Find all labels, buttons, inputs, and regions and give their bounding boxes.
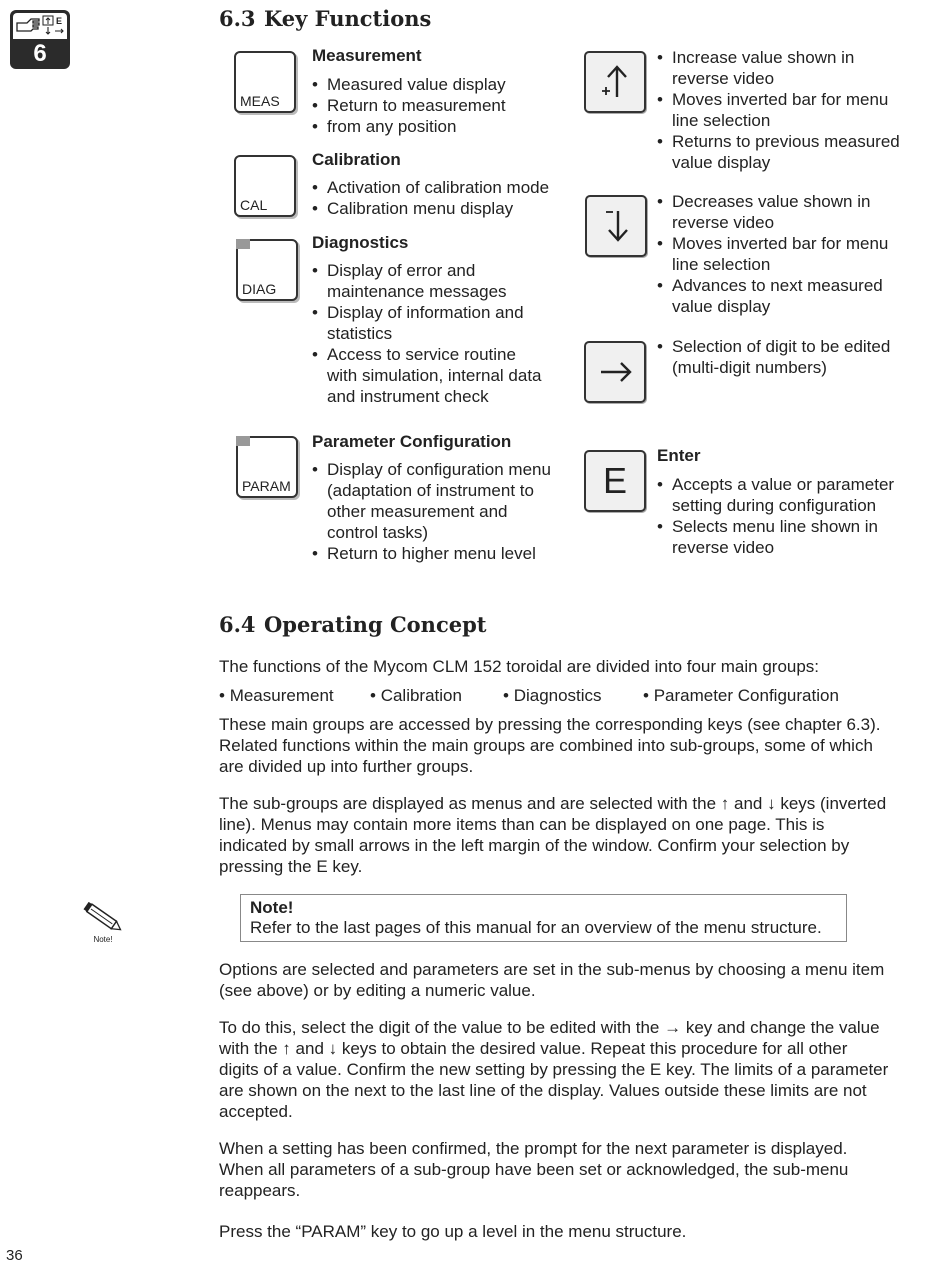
note-pencil-icon <box>80 902 126 948</box>
list-item-continuation: with simulation, internal data <box>327 366 542 385</box>
list-item: • Display of error and <box>312 260 542 281</box>
list-item: • Display of information and <box>312 302 542 323</box>
text-line: Related functions within the main groups are combined into sub-groups, some of which <box>219 736 873 755</box>
list-item: • Calibration menu display <box>312 198 549 219</box>
calibration-bullets <box>312 177 549 219</box>
down-key[interactable] <box>585 195 647 257</box>
section-title: Key Functions <box>264 6 432 31</box>
list-item: • Accepts a value or parameter <box>657 474 894 495</box>
chapter-number: 6 <box>33 40 47 67</box>
group-item: • Parameter Configuration <box>643 686 839 705</box>
text-line: with the ↑ and ↓ keys to obtain the desired value. Repeat this procedure for all other <box>219 1039 848 1058</box>
parameter-configuration-bullets <box>312 459 551 564</box>
list-item: • Decreases value shown in <box>657 191 888 212</box>
calibration-heading: Calibration <box>312 150 401 169</box>
down-key-bullets <box>657 191 888 317</box>
right-key[interactable] <box>584 341 646 403</box>
group-item: • Measurement <box>219 686 334 705</box>
list-item: • Display of configuration menu <box>312 459 551 480</box>
text-line: digits of a value. Confirm the new setting by pressing the E key. The limits of a parameter <box>219 1060 889 1079</box>
chapter-tab <box>10 10 70 69</box>
enter-key-label: E <box>602 460 627 501</box>
led-indicator <box>236 436 250 446</box>
text-line: These main groups are accessed by pressing the corresponding keys (see chapter 6.3). <box>219 715 881 734</box>
list-item-continuation: (adaptation of instrument to <box>327 481 534 500</box>
list-item: • Return to higher menu level <box>312 543 551 564</box>
group-item: • Calibration <box>370 686 462 705</box>
up-key-bullets <box>657 47 900 173</box>
paragraph-6: Press the “PARAM” key to go up a level in the menu structure. <box>219 1222 687 1241</box>
measurement-bullets <box>312 74 506 137</box>
list-item: • Measured value display <box>312 74 506 95</box>
svg-text:E: E <box>56 16 63 26</box>
diagnostics-bullets <box>312 260 542 407</box>
list-item: • Selection of digit to be edited <box>657 336 890 357</box>
list-item-continuation: value display <box>672 153 771 172</box>
list-item-continuation: line selection <box>672 255 771 274</box>
enter-bullets <box>657 474 894 558</box>
list-item-continuation: reverse video <box>672 538 775 557</box>
up-key[interactable] <box>584 51 646 113</box>
enter-key[interactable] <box>584 450 646 512</box>
param-key[interactable] <box>236 436 298 498</box>
list-item: • Moves inverted bar for menu <box>657 89 900 110</box>
note-text: Refer to the last pages of this manual for an overview of the menu structure. <box>250 918 822 937</box>
text-line: line). Menus may contain more items than can be displayed on one page. This is <box>219 815 825 834</box>
group-item: • Diagnostics <box>503 686 602 705</box>
key-symbols-icon <box>13 13 67 39</box>
list-item-continuation: • from any position <box>312 116 506 137</box>
list-item: • Return to measurement <box>312 95 506 116</box>
list-item-continuation: reverse video <box>672 213 775 232</box>
list-item: • Advances to next measured <box>657 275 888 296</box>
text-line: pressing the E key. <box>219 857 363 876</box>
cal-key-label: CAL <box>240 197 268 213</box>
meas-key-label: MEAS <box>240 93 280 109</box>
list-item-continuation: setting during configuration <box>672 496 877 515</box>
enter-heading: Enter <box>657 446 701 465</box>
up-arrow-plus-icon <box>586 53 644 111</box>
note-heading: Note! <box>250 898 294 917</box>
text-line: Options are selected and parameters are set in the sub-menus by choosing a menu item <box>219 960 885 979</box>
list-item-continuation: value display <box>672 297 771 316</box>
paragraph-5 <box>219 1138 848 1201</box>
list-item-continuation: reverse video <box>672 69 775 88</box>
paragraph-3 <box>219 959 884 1001</box>
cal-key[interactable] <box>234 155 296 217</box>
list-item: • Access to service routine <box>312 344 542 365</box>
text-line: When a setting has been confirmed, the prompt for the next parameter is displayed. <box>219 1139 848 1158</box>
text-line: accepted. <box>219 1102 293 1121</box>
note-icon-label: Note! <box>93 935 113 944</box>
led-indicator <box>236 239 250 249</box>
list-item-continuation: and instrument check <box>327 387 489 406</box>
section-number: 6.4 <box>219 612 256 637</box>
list-item: • Activation of calibration mode <box>312 177 549 198</box>
right-key-bullets <box>657 336 890 378</box>
text-line: are shown on the next to the last line of the display. Values outside these limits are not <box>219 1081 867 1100</box>
intro-paragraph: The functions of the Mycom CLM 152 toroidal are divided into four main groups: <box>219 657 820 676</box>
section-6-4-heading <box>219 612 486 637</box>
page-number: 36 <box>6 1247 23 1264</box>
text-line: reappears. <box>219 1181 301 1200</box>
down-arrow-minus-icon <box>587 197 645 255</box>
note-box <box>240 894 847 942</box>
list-item: • Increase value shown in <box>657 47 900 68</box>
section-number: 6.3 <box>219 6 256 31</box>
meas-key[interactable] <box>234 51 296 113</box>
measurement-heading: Measurement <box>312 46 422 65</box>
list-item-continuation: statistics <box>327 324 393 343</box>
param-key-label: PARAM <box>242 478 291 494</box>
diag-key[interactable] <box>236 239 298 301</box>
text-line: (see above) or by editing a numeric value. <box>219 981 536 1000</box>
paragraph-1 <box>219 714 880 777</box>
text-line: To do this, select the digit of the value to be edited with the → key and change the value <box>219 1018 880 1037</box>
list-item: • Returns to previous measured <box>657 131 900 152</box>
list-item-continuation: line selection <box>672 111 771 130</box>
list-item-continuation: control tasks) <box>327 523 429 542</box>
diag-key-label: DIAG <box>242 281 277 297</box>
section-title: Operating Concept <box>264 612 487 637</box>
parameter-configuration-heading: Parameter Configuration <box>312 432 512 451</box>
section-6-3-heading <box>219 6 431 31</box>
list-item-continuation: other measurement and <box>327 502 508 521</box>
list-item-continuation: (multi-digit numbers) <box>672 358 827 377</box>
list-item-continuation: maintenance messages <box>327 282 507 301</box>
paragraph-4 <box>219 1017 888 1122</box>
text-line: The sub-groups are displayed as menus and are selected with the ↑ and ↓ keys (inverted <box>219 794 887 813</box>
text-line: indicated by small arrows in the left margin of the window. Confirm your selection by <box>219 836 850 855</box>
list-item: • Selects menu line shown in <box>657 516 894 537</box>
right-arrow-icon <box>586 343 644 401</box>
text-line: are divided up into further groups. <box>219 757 474 776</box>
diagnostics-heading: Diagnostics <box>312 233 409 252</box>
list-item: • Moves inverted bar for menu <box>657 233 888 254</box>
paragraph-2 <box>219 793 886 877</box>
text-line: When all parameters of a sub-group have been set or acknowledged, the sub-menu <box>219 1160 849 1179</box>
